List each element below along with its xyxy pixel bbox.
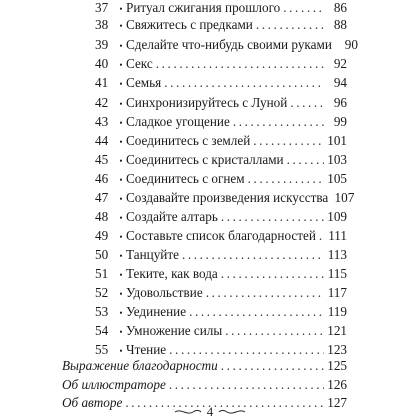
toc-entry[interactable] — [95, 190, 355, 206]
toc-section-acknowledgements[interactable] — [62, 358, 347, 374]
entry-title: Создавайте произведения искусства — [126, 190, 329, 205]
entry-page: 121 — [327, 323, 347, 338]
entry-number: 55 — [95, 342, 109, 357]
entry-title: Составьте список благодарностей — [126, 228, 316, 243]
entry-page: 123 — [327, 342, 347, 357]
entry-number: 52 — [95, 285, 109, 300]
dot-leader — [164, 75, 324, 91]
entry-number: 40 — [95, 56, 109, 71]
toc-entry[interactable] — [95, 285, 347, 301]
dot-leader — [189, 304, 324, 320]
entry-page: 88 — [333, 17, 347, 32]
bullet-icon: • — [119, 175, 123, 185]
bullet-icon: • — [119, 79, 123, 89]
dot-leader — [290, 95, 324, 111]
bullet-icon: • — [119, 99, 123, 109]
entry-title: Уединение — [126, 304, 187, 319]
dot-leader — [221, 266, 324, 282]
entry-title: Умножение силы — [126, 323, 223, 338]
toc-entry[interactable] — [95, 114, 347, 130]
entry-page: 113 — [327, 247, 347, 262]
entry-title: Ритуал сжигания прошлого — [126, 0, 281, 15]
entry-page: 92 — [333, 56, 347, 71]
entry-number: 46 — [95, 171, 109, 186]
bullet-icon: • — [119, 4, 123, 14]
bullet-icon: • — [119, 327, 123, 337]
dot-leader — [169, 377, 324, 393]
toc-entry[interactable] — [95, 37, 358, 53]
entry-title: Семья — [126, 75, 162, 90]
bullet-icon: • — [119, 251, 123, 261]
entry-page: 107 — [334, 190, 355, 205]
toc-entry[interactable] — [95, 152, 347, 168]
bullet-icon: • — [119, 232, 123, 242]
bullet-icon: • — [119, 270, 123, 280]
bullet-icon: • — [119, 156, 123, 166]
dot-leader — [233, 114, 324, 130]
bullet-icon: • — [119, 289, 123, 299]
toc-entry[interactable] — [95, 171, 347, 187]
bullet-icon: • — [119, 60, 123, 70]
dot-leader — [156, 56, 324, 72]
entry-title: Секс — [126, 56, 153, 71]
entry-number: 39 — [95, 37, 109, 52]
page-footer — [160, 404, 260, 420]
bullet-icon: • — [119, 213, 123, 223]
bullet-icon: • — [119, 137, 123, 147]
toc-section-illustrator[interactable] — [62, 377, 347, 393]
entry-title: Текитe, как вода — [126, 266, 218, 281]
entry-page: 101 — [327, 133, 347, 148]
dot-leader — [287, 152, 324, 168]
section-page: 126 — [327, 377, 347, 392]
entry-title: Соединитесь с огнем — [126, 171, 245, 186]
bullet-icon: • — [119, 41, 123, 51]
bullet-icon: • — [119, 346, 123, 356]
flourish-icon — [173, 407, 203, 417]
entry-page: 90 — [344, 37, 358, 52]
entry-page: 103 — [327, 152, 347, 167]
entry-number: 54 — [95, 323, 109, 338]
section-page: 125 — [327, 358, 347, 373]
entry-page: 115 — [327, 266, 347, 281]
entry-title: Чтение — [126, 342, 167, 357]
entry-title: Синхронизируйтесь с Луной — [126, 95, 288, 110]
entry-title: Сделайте что-нибудь своими руками — [126, 37, 332, 52]
dot-leader — [256, 17, 324, 33]
section-title: Выражение благодарности — [62, 358, 218, 373]
entry-number: 53 — [95, 304, 109, 319]
entry-number: 48 — [95, 209, 109, 224]
toc-entry[interactable] — [95, 209, 347, 225]
toc-entry[interactable] — [95, 95, 347, 111]
bullet-icon: • — [119, 118, 123, 128]
entry-number: 47 — [95, 190, 109, 205]
entry-page: 117 — [327, 285, 347, 300]
dot-leader — [283, 0, 324, 16]
toc-entry[interactable] — [95, 323, 347, 339]
page-number: 4 — [206, 404, 214, 419]
entry-number: 38 — [95, 17, 109, 32]
entry-number: 44 — [95, 133, 109, 148]
entry-page: 96 — [333, 95, 347, 110]
dot-leader — [221, 209, 324, 225]
flourish-icon — [217, 407, 247, 417]
dot-leader — [248, 171, 324, 187]
toc-entry[interactable] — [95, 228, 347, 244]
entry-page: 109 — [327, 209, 347, 224]
section-page: 127 — [327, 395, 347, 410]
entry-title: Удовольствие — [126, 285, 203, 300]
entry-number: 51 — [95, 266, 109, 281]
entry-number: 45 — [95, 152, 109, 167]
entry-title: Соединитесь с кристаллами — [126, 152, 284, 167]
toc-entry[interactable] — [95, 266, 347, 282]
toc-entry[interactable] — [95, 56, 347, 72]
bullet-icon: • — [119, 308, 123, 318]
entry-page: 86 — [333, 0, 347, 15]
bullet-icon: • — [119, 194, 123, 204]
entry-title: Соединитесь с землей — [126, 133, 251, 148]
section-title: Об иллюстраторе — [62, 377, 166, 392]
entry-number: 37 — [95, 0, 109, 15]
dot-leader — [253, 133, 324, 149]
toc-entry[interactable] — [95, 0, 347, 16]
toc-entry[interactable] — [95, 133, 347, 149]
toc-entry[interactable] — [95, 247, 347, 263]
dot-leader — [225, 323, 324, 339]
entry-title: Создайте алтарь — [126, 209, 218, 224]
entry-title: Танцуйте — [126, 247, 179, 262]
entry-number: 49 — [95, 228, 109, 243]
dot-leader — [319, 228, 324, 244]
entry-title: Сладкое угощение — [126, 114, 230, 129]
dot-leader — [182, 247, 324, 263]
section-title: Об авторе — [62, 395, 123, 410]
entry-title: Свяжитесь с предками — [126, 17, 253, 32]
entry-page: 119 — [327, 304, 347, 319]
entry-page: 111 — [328, 228, 347, 243]
toc-entry[interactable] — [95, 75, 347, 91]
dot-leader — [169, 342, 324, 358]
dot-leader — [221, 358, 324, 374]
toc-entry[interactable] — [95, 17, 347, 33]
entry-number: 43 — [95, 114, 109, 129]
entry-number: 50 — [95, 247, 109, 262]
toc-entry[interactable] — [95, 304, 347, 320]
dot-leader — [206, 285, 324, 301]
toc-entry[interactable] — [95, 342, 347, 358]
bullet-icon: • — [119, 21, 123, 31]
entry-page: 105 — [327, 171, 347, 186]
entry-number: 41 — [95, 75, 109, 90]
entry-page: 94 — [333, 75, 347, 90]
entry-number: 42 — [95, 95, 109, 110]
entry-page: 99 — [333, 114, 347, 129]
